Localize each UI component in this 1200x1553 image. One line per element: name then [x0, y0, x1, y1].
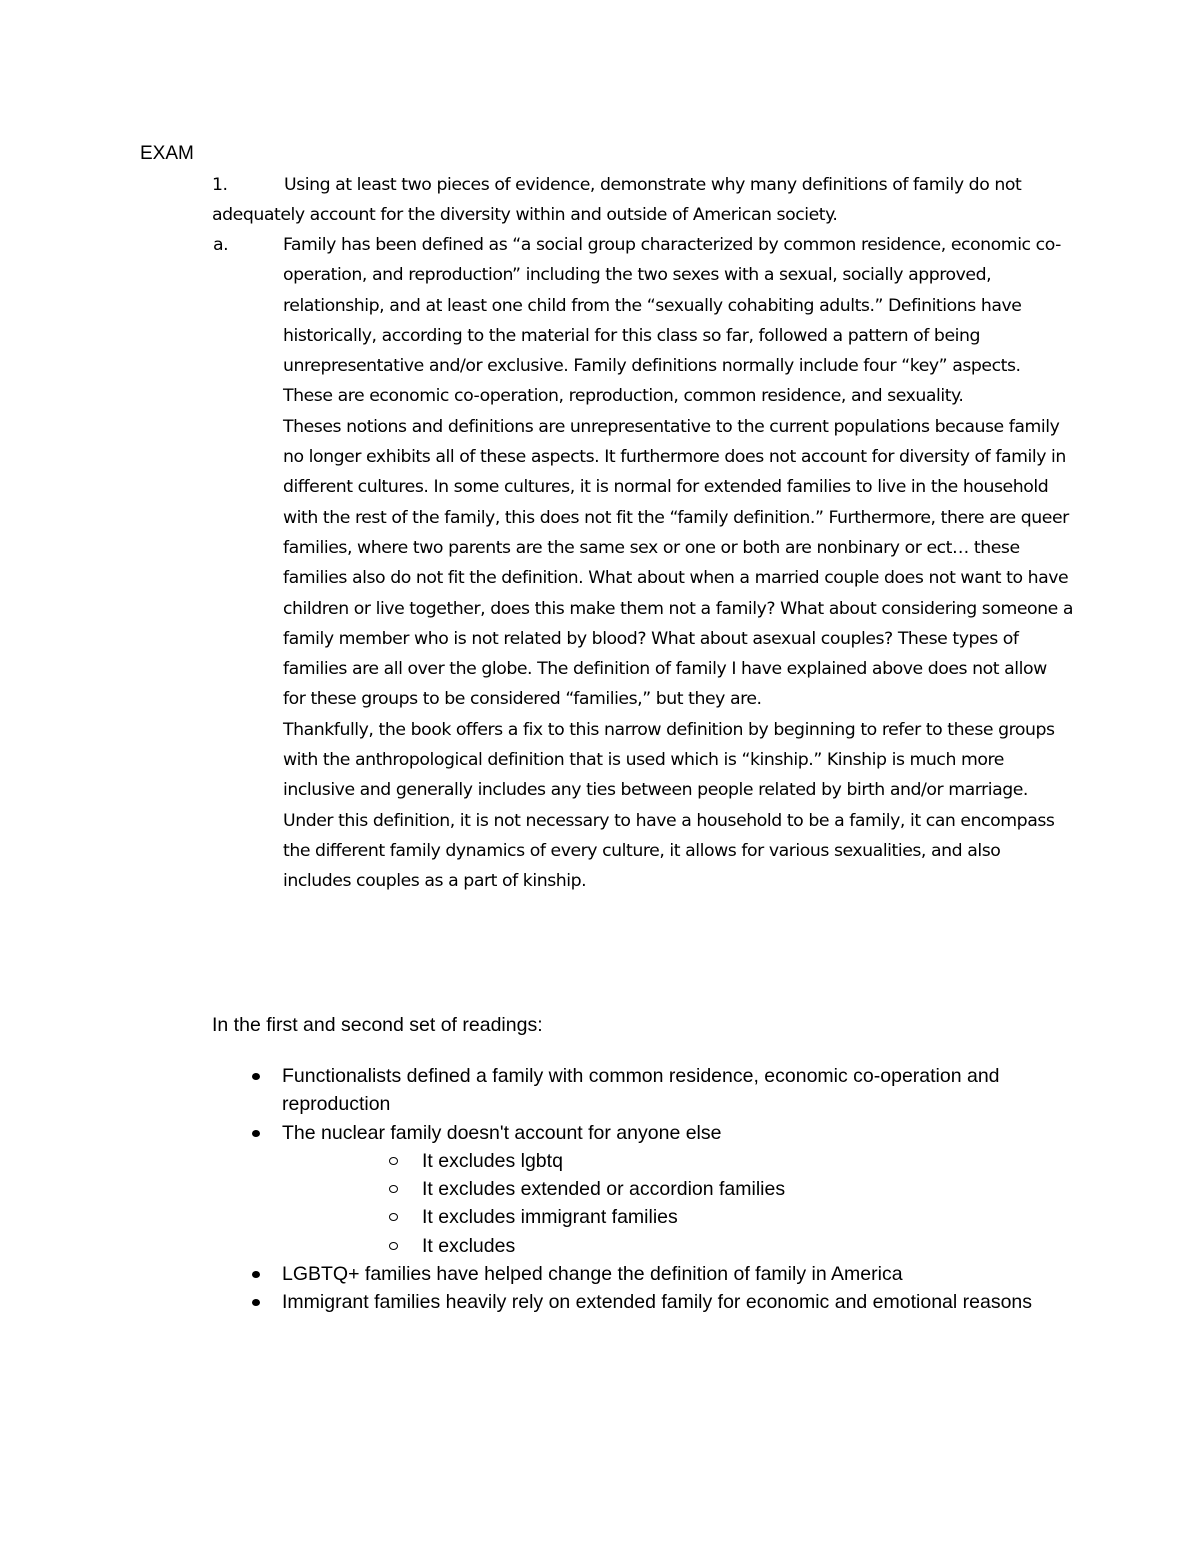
question-1 [212, 170, 1062, 231]
list-item [212, 1288, 1062, 1316]
sub-list [282, 1147, 1062, 1260]
question-text: Using at least two pieces of evidence, demonstrate why many definitions of family do not adequately account for the diversity within and outside of American society. [212, 175, 1022, 226]
sub-bullet-text: It excludes lgbtq [422, 1149, 563, 1172]
sub-bullet-text: It excludes extended or accordion families [422, 1178, 786, 1201]
list-item [212, 1062, 1062, 1119]
answer-paragraph-3: Thankfully, the book offers a fix to this narrow definition by beginning to refer to these groups with the anthropological definition that is used which is “kinship.” Kinship is much more inclusive and generally includes any ties between people related by birth and/or marriage. Under this definition, it is not necessary to have a household to be a family, it can encompass the different family dynamics of every culture, it allows for various sexualities, and also includes couples as a part of kinship. [283, 719, 1055, 892]
bullet-text: Functionalists defined a family with common residence, economic co-operation and reproduction [282, 1065, 1000, 1116]
bullet-icon [252, 1130, 260, 1137]
document-title: EXAM [140, 143, 194, 164]
hollow-bullet-icon [389, 1157, 398, 1165]
sub-list-item [282, 1175, 1062, 1203]
list-item [212, 1260, 1062, 1288]
sub-list-item [282, 1232, 1062, 1260]
bullet-text: Immigrant families heavily rely on extended family for economic and emotional reasons [282, 1291, 1033, 1314]
hollow-bullet-icon [389, 1242, 398, 1250]
bullet-icon [252, 1073, 260, 1080]
answer-paragraph-2: Theses notions and definitions are unrepresentative to the current populations because family no longer exhibits all of these aspects. It furthermore does not account for diversity of family in different cultures. In some cultures, it is normal for extended families to live in the household with the rest of the family, this does not fit the “family definition.” Furthermore, there are queer families, where two parents are the same sex or one or both are nonbinary or ect… these families also do not fit the definition. What about when a married couple does not want to have children or live together, does this make them not a family? What about considering someone a family member who is not related by blood? What about asexual couples? These types of families are all over the globe. The definition of family I have explained above does not allow for these groups to be considered “families,” but they are. [283, 416, 1074, 710]
hollow-bullet-icon [389, 1213, 398, 1221]
answer-paragraph-1-text: Family has been defined as “a social group characterized by common residence, economic co-operation, and reproduction” including the two sexes with a sexual, socially approved, relationship, and at least one child from the “sexually cohabiting adults.” Definitions have historically, according to the material for this class so far, followed a pattern of being unrepresentative and/or exclusive. Family definitions normally include four “key” aspects. These are economic co-operation, reproduction, common residence, and sexuality. [283, 235, 1061, 407]
question-number: 1. [212, 175, 228, 195]
sub-bullet-text: It excludes [422, 1234, 516, 1257]
bullet-icon [252, 1299, 260, 1306]
sub-list-item [282, 1203, 1062, 1231]
bullet-text: The nuclear family doesn't account for anyone else [282, 1121, 722, 1144]
answer-label: a. [213, 235, 229, 255]
answer-a [213, 230, 1074, 897]
hollow-bullet-icon [389, 1185, 398, 1193]
bullet-icon [252, 1271, 260, 1278]
list-item [212, 1119, 1062, 1260]
bullet-text: LGBTQ+ families have helped change the definition of family in America [282, 1263, 903, 1286]
notes-intro: In the first and second set of readings: [212, 1014, 543, 1036]
sub-bullet-text: It excludes immigrant families [422, 1206, 678, 1229]
notes-list [212, 1062, 1062, 1317]
sub-list-item [282, 1147, 1062, 1175]
answer-paragraph-1 [213, 230, 1073, 412]
